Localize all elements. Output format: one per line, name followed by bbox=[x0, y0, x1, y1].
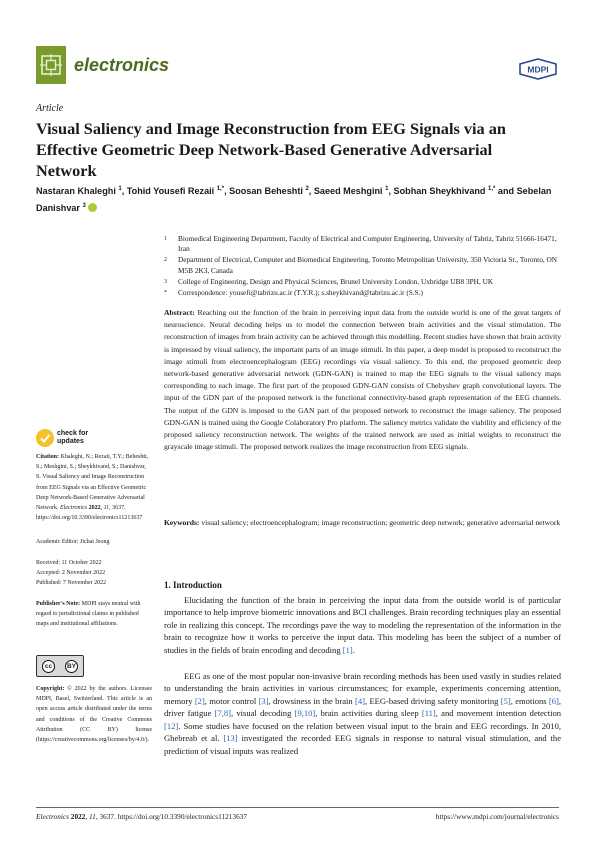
footer-volume: 11 bbox=[89, 812, 96, 821]
paragraph-text: , drowsiness in the brain bbox=[268, 695, 355, 706]
affiliation-item bbox=[164, 277, 564, 287]
paragraph-text: , visual decoding bbox=[231, 708, 295, 719]
citation-link[interactable]: [11] bbox=[421, 708, 436, 719]
citation-link[interactable]: [1] bbox=[342, 644, 353, 655]
intro-paragraph-2 bbox=[164, 670, 561, 757]
author-affiliation-mark: 1,* bbox=[216, 186, 225, 192]
keywords-label: Keywords: bbox=[164, 518, 200, 527]
paragraph-text: , emotions bbox=[510, 695, 549, 706]
by-icon: BY bbox=[65, 660, 78, 673]
citation-year: 2022 bbox=[88, 505, 101, 512]
accepted-date: Accepted: 2 November 2022 bbox=[36, 570, 106, 577]
received-date: Received: 11 October 2022 bbox=[36, 560, 102, 566]
affiliation-item bbox=[164, 288, 564, 298]
author-name: Saeed Meshgini bbox=[313, 186, 386, 197]
paper-title: Visual Saliency and Image Reconstruction from EEG Signals via an Effective Geometric Deep Network-Based Generative Adversarial Network bbox=[36, 119, 506, 180]
cc-icon: cc bbox=[42, 660, 55, 673]
journal-name: electronics bbox=[74, 55, 170, 75]
paragraph-text: investigated the recorded EEG signals in response to natural visual stimulation, and the prediction of visual inputs was realized bbox=[164, 733, 561, 756]
footer-doi: , 3637. https://doi.org/10.3390/electronics11213637 bbox=[95, 812, 248, 821]
affiliation-mark: 1 bbox=[164, 236, 167, 242]
check-updates-line2: updates bbox=[57, 438, 84, 445]
affiliation-mark: * bbox=[164, 290, 167, 297]
paragraph-text: Elucidating the function of the brain in perceiving the input data from the outside world is of particular importance to help improve biometric innovations and BCI challenges. Brain recording techniques play an essential role in realizing this concept. The recordings pave the way to modeling the representation of the information in the brain to recognize how it works to perceive the input data. This modeling has been the subject of a number of studies in the fields of brain encoding and decoding bbox=[164, 595, 561, 655]
publisher-note-label: Publisher's Note: bbox=[36, 601, 81, 607]
mdpi-logo-text: MDPI bbox=[527, 64, 549, 75]
paragraph-text: EEG as one of the most popular non-invasive brain recording methods has been used vastly in studies related to understanding the brain activities in various circumstances; for example, experiments concerning attention, memory bbox=[164, 671, 561, 706]
citation-label: Citation: bbox=[36, 454, 59, 460]
academic-editor: Academic Editor: Jichai Jeong bbox=[36, 539, 110, 545]
affiliation-mark: 3 bbox=[164, 278, 167, 285]
paragraph-text: , brain activities during sleep bbox=[315, 708, 422, 719]
citation-link[interactable]: [4] bbox=[355, 695, 365, 706]
published-date: Published: 7 November 2022 bbox=[36, 580, 107, 587]
citation-link[interactable]: [2] bbox=[194, 695, 205, 706]
affiliation-text: Department of Electrical, Computer and Biomedical Engineering, Toronto Metropolitan University, 350 Victoria St., Toronto, ON M5B 2K3, Canada bbox=[178, 255, 558, 275]
affiliation-item bbox=[164, 234, 564, 254]
paragraph-text: , motor control bbox=[204, 695, 259, 706]
cc-by-license-icon[interactable] bbox=[36, 655, 84, 677]
check-for-updates-button[interactable] bbox=[36, 429, 88, 447]
publisher-note bbox=[36, 599, 152, 630]
citation-volume: 11 bbox=[103, 505, 110, 512]
paragraph-text: . bbox=[352, 644, 355, 655]
author-name: Soosan Beheshti bbox=[229, 186, 306, 197]
citation-link[interactable]: [3] bbox=[258, 695, 269, 706]
citation-link[interactable]: [5] bbox=[500, 695, 511, 706]
paragraph-text: , and movement intention detection bbox=[435, 708, 561, 719]
author-affiliation-mark: 2 bbox=[305, 186, 309, 192]
author-name: Nastaran Khaleghi bbox=[36, 186, 119, 197]
citation-block: Citation: Khaleghi, N.; Rezaii, T.Y.; Beheshti, S.; Meshgini, S.; Sheykhivand, S.; Danishvar, S. Visual Saliency and Image Reconstruction from EEG Signals via an Effective Geometric Deep Network-Based Generative Adversarial Network. Electronics 2022, 11, 3637. https://doi.org/10.3390/electronics11213637 bbox=[36, 454, 149, 522]
footer-year: 2022 bbox=[70, 812, 86, 821]
footer-citation: Electronics 2022, 11, 3637. https://doi.org/10.3390/electronics11213637 bbox=[36, 812, 248, 821]
intro-paragraph-1 bbox=[164, 594, 561, 656]
check-updates-line1: check for bbox=[57, 430, 89, 437]
orcid-icon[interactable] bbox=[88, 203, 97, 212]
section-heading-introduction: 1. Introduction bbox=[164, 580, 222, 590]
affiliation-text: Biomedical Engineering Department, Faculty of Electrical and Computer Engineering, University of Tabriz, Tabriz 51666-16471, Iran bbox=[178, 234, 557, 254]
author-affiliation-mark: 1 bbox=[385, 186, 389, 192]
author-name: Sebelan Danishvar bbox=[36, 186, 552, 214]
citation-link[interactable]: [9,10] bbox=[294, 708, 316, 719]
copyright-label: Copyright: bbox=[36, 686, 65, 692]
affiliation-text: Correspondence: yousefi@tabrizu.ac.ir (T.Y.R.); s.sheykhivand@tabrizu.ac.ir (S.S.) bbox=[178, 288, 423, 298]
paragraph-text: , EEG-based driving safety monitoring bbox=[364, 695, 501, 706]
citation-link[interactable]: [12] bbox=[164, 720, 179, 731]
author-affiliation-mark: 1,* bbox=[488, 186, 496, 192]
paragraph-text: . Some studies have focused on the relation between visual input to the brain and EEG recordings. In 2010, Ghebreab et al. bbox=[164, 720, 561, 744]
author-name: Tohid Yousefi Rezaii bbox=[126, 186, 217, 197]
copyright-text: © 2022 by the authors. Licensee MDPI, Basel, Switzerland. This article is an open access article distributed under the terms and conditions of the Creative Commons Attribution (CC BY) license (https://creativecommons.org/licenses/by/4.0/). bbox=[36, 686, 153, 744]
abstract-label: Abstract: bbox=[164, 308, 195, 317]
affiliations bbox=[164, 234, 564, 299]
paragraph-text: , driver fatigue bbox=[164, 695, 562, 719]
footer-journal-url[interactable]: https://www.mdpi.com/journal/electronics bbox=[435, 812, 559, 821]
mdpi-logo bbox=[518, 58, 558, 85]
dates-block bbox=[36, 558, 152, 589]
keywords-text: visual saliency; electroencephalogram; image reconstruction; geometric deep network; generative adversarial network bbox=[201, 518, 561, 527]
abstract bbox=[164, 307, 561, 453]
affiliation-mark: 2 bbox=[164, 257, 167, 264]
citation-link[interactable]: [7,8] bbox=[214, 708, 231, 719]
abstract-text: Reaching out the function of the brain in perceiving input data from the outside world is one of the great targets of neuroscience. Neural decoding helps us to model the connection between brain activities and the visual stimulation. The reconstruction of images from brain activity can be achieved through this modelling. Recent studies have shown that brain activity is impressed by visual saliency, the important parts of an image stimuli. In this paper, a deep model is proposed to reconstruct the image stimuli from electroencephalogram (EEG) recordings via visual saliency. To this end, the proposed geometric deep network-based generative adversarial network (GDN-GAN) is trained to map the EEG signals to the visual saliency maps corresponding to each image. The first part of the proposed GDN-GAN consists of Chebyshev graph convolutional layers. The input of the GDN part of the proposed network is the functional connectivity-based graph representation of the EEG channels. The output of the GDN is imposed to the GAN part of the proposed network to reconstruct the image saliency. The proposed GDN-GAN is trained using the Google Colaboratory Pro platform. The saliency metrics validate the viability and efficiency of the proposed saliency reconstruction network. The weights of the trained network are used as initial weights to reconstruct the grayscale image stimuli. The proposed network realizes the image reconstruction from EEG signals. bbox=[164, 308, 561, 452]
author-name: Sobhan Sheykhivand bbox=[393, 186, 489, 197]
article-type: Article bbox=[36, 103, 64, 114]
footer-journal: Electronics bbox=[36, 812, 69, 821]
copyright-block bbox=[36, 684, 152, 745]
keywords bbox=[164, 517, 561, 529]
journal-logo-icon bbox=[36, 46, 66, 84]
affiliation-text: College of Engineering, Design and Physical Sciences, Brunel University London, Uxbridge UB8 3PH, UK bbox=[178, 276, 494, 286]
author-affiliation-mark: 3 bbox=[82, 203, 86, 210]
citation-journal: Electronics bbox=[60, 505, 88, 512]
footer-divider bbox=[36, 807, 559, 808]
affiliation-item bbox=[164, 255, 564, 275]
author-list: Nastaran Khaleghi $^1$, Tohid Yousefi Rezaii $^{1,*}$, Soosan Beheshti $^2$, Saeed Meshgini $^1$, Sobhan Sheykhivand $^{1,*}$ and Sebelan Danishvar $^3$ bbox=[36, 186, 552, 214]
citation-link[interactable]: [6] bbox=[548, 695, 559, 706]
publisher-note-text: MDPI stays neutral with regard to jurisdictional claims in published maps and institutional affiliations. bbox=[36, 601, 141, 628]
check-updates-icon bbox=[36, 429, 54, 447]
citation-text: Khaleghi, N.; Rezaii, T.Y.; Beheshti, S.; Meshgini, S.; Sheykhivand, S.; Danishvar, S. Visual Saliency and Image Reconstruction from EEG Signals via an Effective Geometric Deep Network-Based Generative Adversarial Network. bbox=[36, 454, 149, 512]
citation-link[interactable]: [13] bbox=[223, 733, 238, 744]
citation-pages: , 3637. https://doi.org/10.3390/electronics11213637 bbox=[36, 505, 143, 522]
author-affiliation-mark: 1 bbox=[118, 186, 122, 192]
